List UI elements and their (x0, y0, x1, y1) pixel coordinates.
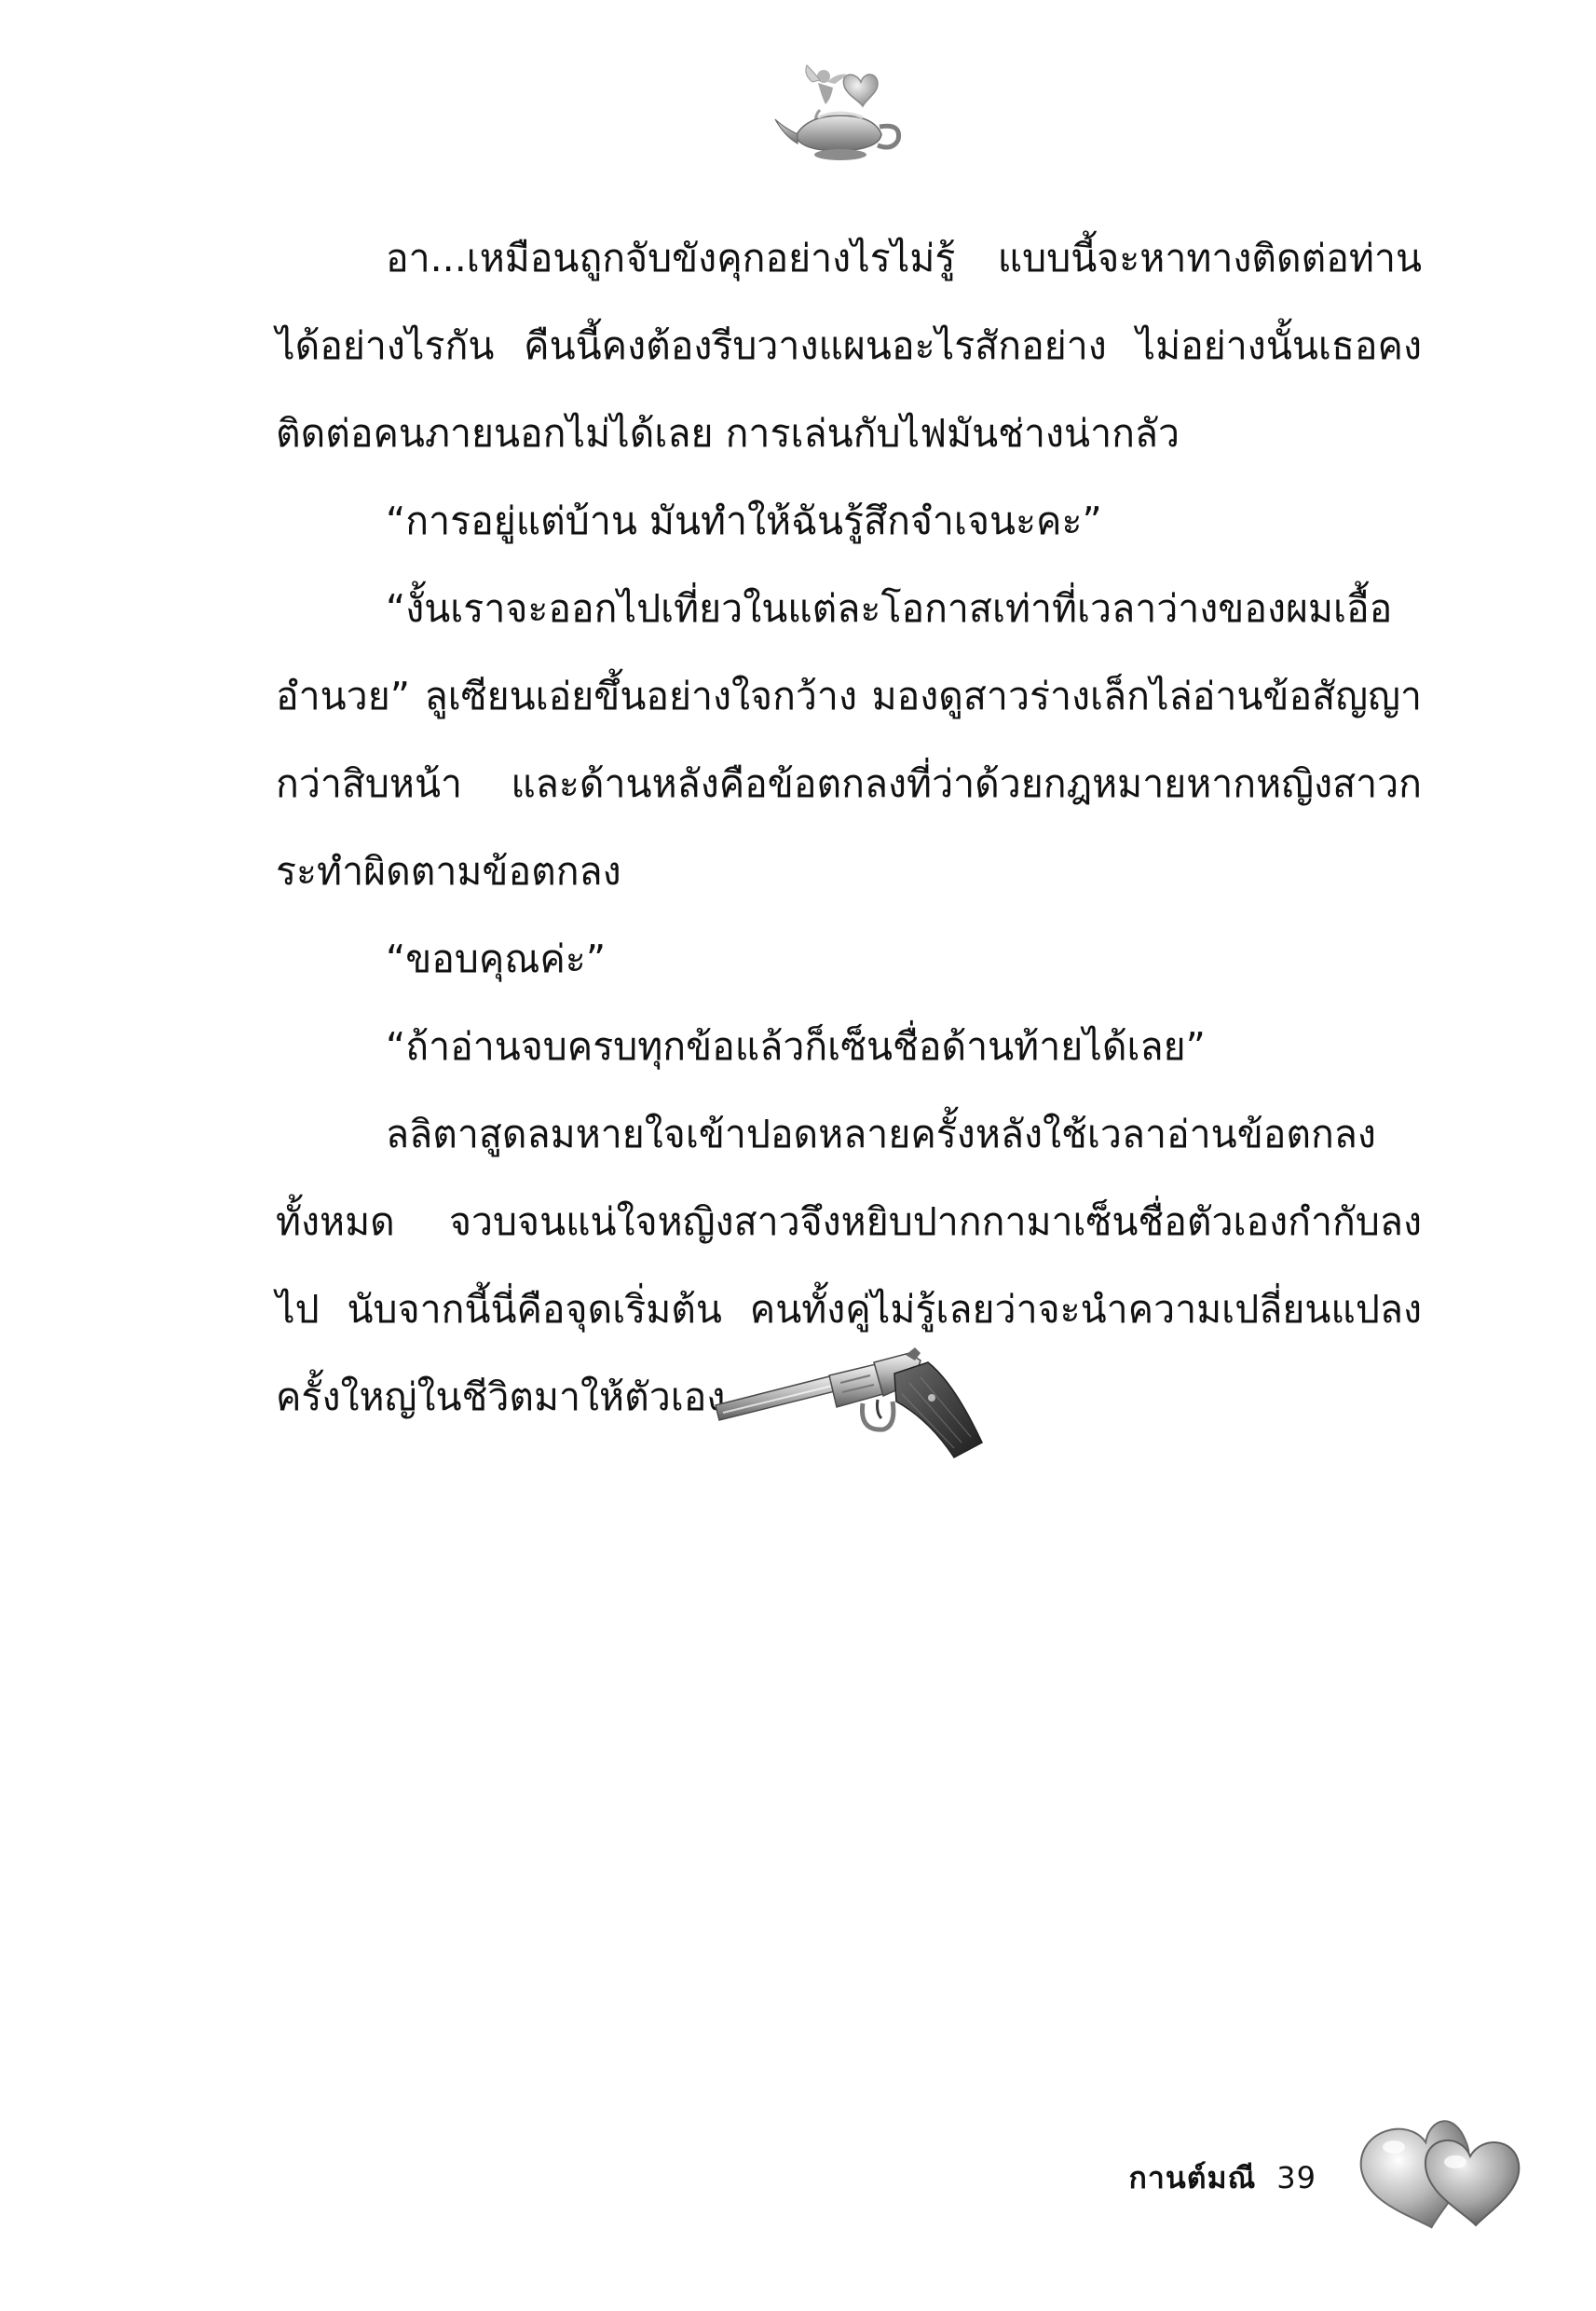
chapter-body-text (276, 214, 1422, 1441)
paragraph: “งั้นเราจะออกไปเที่ยวในแต่ละโอกาสเท่าที่เวลาว่างของผมเอื้ออำนวย” ลูเซียนเอ่ยขึ้นอย่างใจกว้าง มองดูสาวร่างเล็กไล่อ่านข้อสัญญากว่าสิบหน้า และด้านหลังคือข้อตกลงที่ว่าด้วยกฎหมายหากหญิงสาวกระทำผิดตามข้อตกลง (276, 586, 1422, 894)
paragraph: “ถ้าอ่านจบครบทุกข้อแล้วก็เซ็นชื่อด้านท้ายได้เลย” (386, 1024, 1206, 1069)
paragraph: ลลิตาสูดลมหายใจเข้าปอดหลายครั้งหลังใช้เวลาอ่านข้อตกลงทั้งหมด จวบจนแน่ใจหญิงสาวจึงหยิบปากกามาเซ็นชื่อตัวเองกำกับลงไป นับจากนี้นี่คือจุดเริ่มต้น คนทั้งคู่ไม่รู้เลยว่าจะนำความเปลี่ยนแปลงครั้งใหญ่ในชีวิตมาให้ตัวเอง (276, 1112, 1422, 1419)
cupid-teapot-ornament-icon (770, 54, 909, 166)
paragraph: “การอยู่แต่บ้าน มันทำให้ฉันรู้สึกจำเจนะคะ” (386, 499, 1102, 543)
paragraph: อา...เหมือนถูกจับขังคุกอย่างไรไม่รู้ แบบนี้จะหาทางติดต่อท่านได้อย่างไรกัน คืนนี้คงต้องรีบวางแผนอะไรสักอย่าง ไม่อย่างนั้นเธอคงติดต่อคนภายนอกไม่ได้เลย การเล่นกับไฟมันช่างน่ากลัว (276, 236, 1422, 456)
book-title: กานต์มณี (1128, 2160, 1257, 2195)
running-footer (1129, 2154, 1317, 2202)
revolver-icon (710, 1346, 989, 1462)
page-number: 39 (1276, 2160, 1316, 2195)
hearts-icon (1351, 2108, 1528, 2238)
paragraph: “ขอบคุณค่ะ” (386, 937, 607, 981)
